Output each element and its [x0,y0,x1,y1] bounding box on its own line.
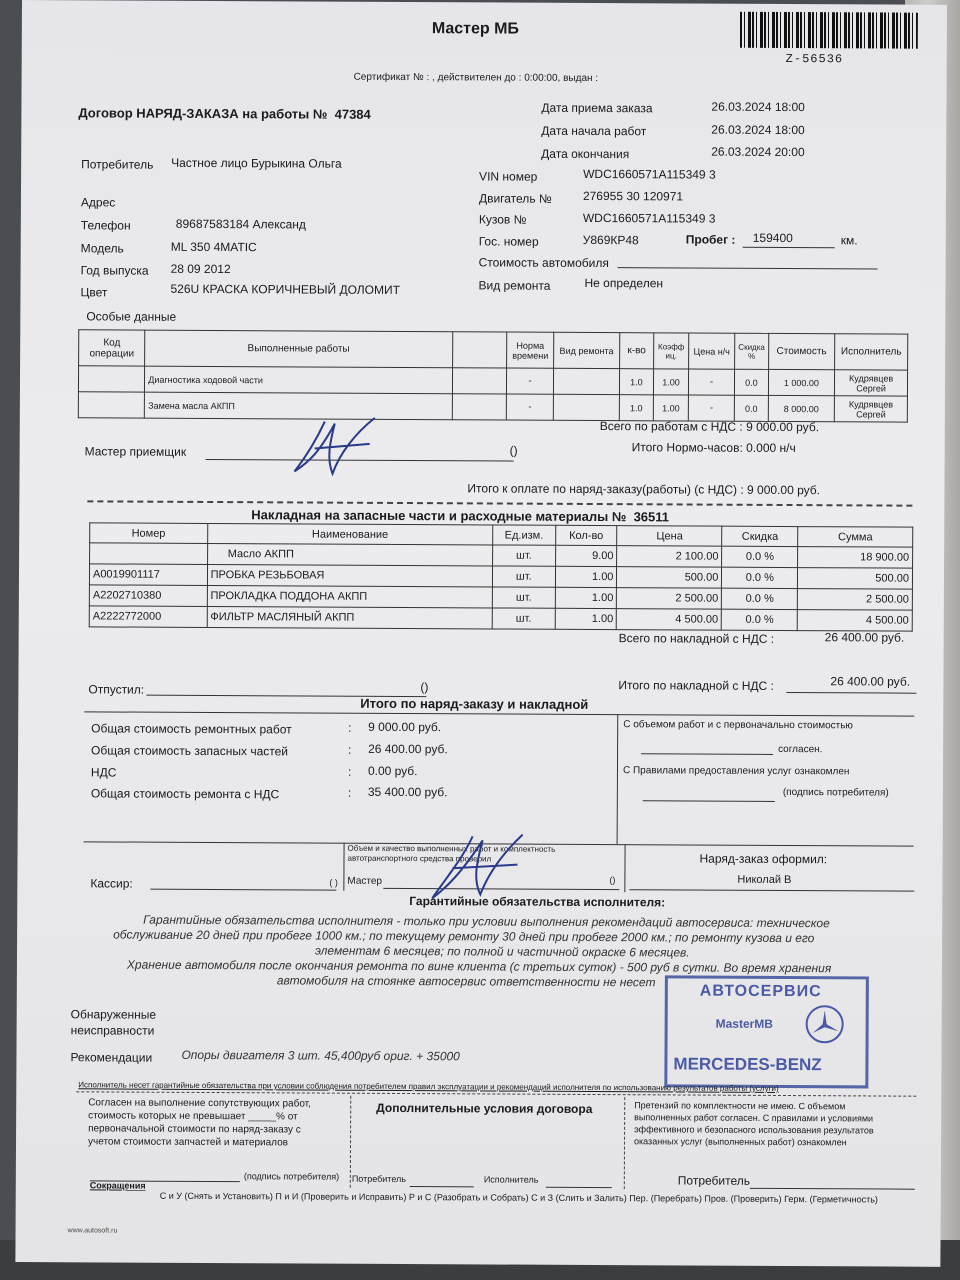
warranty-line-2: обслуживание 20 дней при пробеге 1000 км.; по текущему ремонту 30 дней при пробеге 2000 км.; по ремонту кузова и его [113,927,815,946]
works-cell: - [507,368,554,394]
works-total-vat: Всего по работам с НДС : 9 000.00 руб. [599,419,820,435]
works-norm-hours: Итого Нормо-часов: 0.000 н/ч [631,440,796,456]
works-header-discount: Скидка % [735,333,769,369]
defects-label-2: неисправности [70,1023,155,1038]
parts-header-number: Номер [90,523,208,544]
plate-value: У869КР48 [582,232,639,248]
released-paren: () [420,680,429,695]
parts-cell: 9.00 [555,545,617,566]
mileage-underline [743,247,835,248]
company-title: Мастер МБ [431,20,520,38]
model-value: ML 350 4MATIC [170,239,257,255]
footer-left-line-1: Согласен на выполнение сопутствующих работ, [88,1097,311,1110]
vin-value: WDC1660571A115349 3 [583,166,716,182]
parts-cell: 1.00 [555,566,617,587]
car-cost-label: Стоимость автомобиля [478,255,609,271]
parts-cell: A2202710380 [89,585,207,607]
works-cell: 1 000.00 [768,369,835,395]
works-cell [78,366,144,392]
summary-top-rule [84,711,914,716]
parts-cell: 2 500.00 [617,588,722,610]
works-cell [553,368,619,394]
parts-grand-line [786,692,916,694]
parts-header-discount: Скидка [722,526,798,546]
parts-cell: 18 900.00 [798,547,913,569]
parts-cell: 4 500.00 [798,610,913,632]
works-cell: 0.0 [734,395,768,421]
parts-cell: 500.00 [798,568,913,590]
agree-rules-tail: (подпись потребителя) [782,786,889,799]
mileage-value: 159400 [752,230,793,246]
parts-cell: 500.00 [617,567,722,589]
cashier-line [150,889,336,891]
cashier-paren: ( ) [329,877,338,888]
parts-cell: шт. [492,587,555,608]
parts-header-name: Наименование [207,523,493,544]
summary-label: Общая стоимость запасных частей [91,743,289,759]
model-label: Модель [80,241,124,256]
plate-label: Гос. номер [478,234,539,249]
end-date-value: 26.03.2024 20:00 [711,144,805,160]
agree-rules-line [643,800,775,802]
abbreviations-text: С и У (Снять и Установить) П и И (Проверить и Исправить) Р и С (Разобрать и Собрать) С и З (Слить и Залить) Пер. (Перебрать) Пров. (Проверить) Герм. (Герметичность) [159,1190,878,1205]
parts-cell: 2 100.00 [617,546,722,568]
footer-right-consumer-label: Потребитель [677,1173,751,1188]
footer-right-line-1: Претензий по комплектности не имею. С объемом [634,1100,846,1112]
parts-cell: ФИЛЬТР МАСЛЯНЫЙ АКПП [207,606,493,628]
sign-divider-right [624,844,625,892]
quality-note: Объем и качество выполненных работ и комплектность автотранспортного средства проверил [347,843,556,864]
parts-cell: 0.0 % [722,546,798,567]
summary-title: Итого по наряд-заказу и накладной [360,695,589,712]
works-cell: Замена масла АКПП [145,392,452,420]
summary-value: 26 400.00 руб. [368,741,448,757]
warranty-line-4: Хранение автомобиля после окончания ремонта по вине клиента (с третьих суток) - 500 руб в сутки. Во время хранения [126,957,832,976]
master-receiver-label: Мастер приемщик [84,444,187,459]
defects-label-1: Обнаруженные [70,1007,157,1022]
works-cell: 1.0 [619,395,653,421]
footer-left-line-4: учетом стоимости запчастей и материалов [87,1136,289,1149]
barcode [740,12,918,49]
works-cell [452,368,507,394]
works-cell: 1.00 [653,395,688,421]
works-cell: 1.00 [654,369,689,395]
released-label: Отпустил: [88,682,145,697]
phone-label: Телефон [80,218,131,233]
footer-executor-line [546,1187,612,1188]
summary-colon: : [347,764,352,779]
summary-divider [617,714,619,844]
parts-cell: A2222772000 [89,606,207,628]
parts-header-sum: Сумма [798,527,913,548]
parts-cell: 1.00 [555,608,617,629]
works-cell: 0.0 [735,369,769,395]
warranty-title: Гарантийные обязательства исполнителя: [409,894,666,910]
body-value: WDC1660571A115349 3 [582,210,716,226]
parts-cell: шт. [492,608,555,629]
footer-dashed-rule [76,1091,916,1096]
stamp-top-text: АВТОСЕРВИС [699,982,822,1001]
works-cell: - [688,369,734,395]
parts-cell: 1.00 [555,587,617,608]
phone-value: 89687583184 Александ [175,216,306,232]
issued-by-line [629,889,914,891]
body-label: Кузов № [478,212,527,227]
master-sign-label: Мастер [347,875,383,887]
footer-right-line-2: выполненных работ согласен. С правилами и условиями [634,1112,874,1124]
summary-colon: : [347,785,352,800]
special-data-label: Особые данные [86,309,177,324]
footer-rule-text: Исполнитель несет гарантийные обязательства при условии соблюдения потребителем правил эксплуатации и рекомендаций исполнителя по использованию результатов работы (услуги) [78,1080,779,1093]
parts-row [89,606,912,631]
parts-header-price: Цена [617,526,722,547]
summary-value: 0.00 руб. [367,763,418,779]
footer-divider-right [624,1097,625,1189]
parts-cell: 0.0 % [722,588,798,609]
footer-left-sign-caption: (подпись потребителя) [243,1171,340,1182]
parts-cell: Масло АКПП [207,543,493,565]
parts-cell: шт. [493,566,556,587]
summary-label: Общая стоимость ремонтных работ [91,721,292,737]
start-date-value: 26.03.2024 18:00 [711,122,805,138]
car-cost-underline [618,267,878,269]
accept-date-label: Дата приема заказа [541,100,653,116]
works-header-name: Выполненные работы [145,330,452,368]
works-header-type: Вид ремонта [554,332,620,368]
accept-date-value: 26.03.2024 18:00 [711,99,805,115]
color-value: 526U КРАСКА КОРИЧНЕВЫЙ ДОЛОМИТ [170,281,401,297]
works-header-price: Цена н/ч [689,333,735,369]
repair-type-value: Не определен [584,275,664,291]
summary-label: Общая стоимость ремонта с НДС [90,786,280,802]
agree-volume-text: С объемом работ и с первоначально стоимостью [623,719,853,732]
parts-title: Накладная на запасные части и расходные материалы № 36511 [251,507,670,525]
parts-grand-value: 26 400.00 руб. [830,674,911,689]
footer-right-line-3: эффективного и безопасного использования результатов [634,1124,874,1136]
works-cell: 1.0 [619,369,653,395]
address-label: Адрес [80,195,116,210]
master-signature [284,413,394,484]
works-header-cost: Стоимость [768,333,835,369]
parts-cell: A0019901117 [89,564,207,586]
mileage-label: Пробег : [685,232,736,247]
parts-cell: 4 500.00 [617,609,722,631]
vin-label: VIN номер [479,169,538,184]
agree-volume-line [641,753,773,755]
warranty-line-1: Гарантийные обязательства исполнителя - только при условии выполнения рекомендаций автосервиса: техническое [143,912,830,931]
document-page [15,0,947,1267]
start-date-label: Дата начала работ [541,123,647,139]
parts-cell: ПРОБКА РЕЗЬБОВАЯ [207,564,493,586]
certificate-line: Сертификат № : , действителен до : 0:00:00, выдан : [353,71,599,85]
works-row [78,392,907,422]
parts-grand-label: Итого по накладной с НДС : [618,678,774,693]
summary-value: 35 400.00 руб. [367,784,448,800]
parts-cell: 0.0 % [722,567,798,588]
works-cell: Кудрявцев Сергей [835,370,908,396]
year-label: Год выпуска [80,263,149,278]
summary-colon: : [348,720,352,735]
works-header-norm: Норма времени [507,332,554,368]
star-logo-icon [806,1005,844,1043]
engine-value: 276955 30 120971 [582,188,684,204]
contract-title: Договор НАРЯД-ЗАКАЗА на работы № 47384 [78,105,371,122]
parts-header-unit: Ед.изм. [493,525,556,545]
parts-total-value: 26 400.00 руб. [824,630,905,645]
site-url: www.autosoft.ru [67,1227,118,1235]
works-cell [78,392,144,418]
works-cell: 8 000.00 [768,395,835,421]
footer-left-line-3: первоначальной стоимости по наряд-заказу с [88,1123,301,1136]
issued-by-value: Николай В [737,873,792,887]
warranty-line-3: элементам 6 месяцев; по полной и частичной окраске 6 месяцев. [314,943,690,960]
doc-code: Z-56536 [785,51,844,67]
works-cell: - [507,394,554,420]
footer-right-consumer-line [750,1188,915,1190]
agree-rules-text: С Правилами предоставления услуг ознакомлен [622,765,850,778]
warranty-line-5: автомобиля на стоянке автосервис ответственности не несет [276,973,656,990]
works-cell: - [688,395,734,421]
works-header-code: Код операции [79,330,145,366]
repair-type-label: Вид ремонта [478,278,551,293]
mileage-unit: км. [840,233,858,248]
recommendations-label: Рекомендации [70,1050,153,1065]
consumer-value: Частное лицо Бурыкина Ольга [171,155,342,171]
works-header-blank [452,332,507,368]
parts-table [89,522,914,631]
color-label: Цвет [80,285,108,300]
stamp-middle-text: MasterMB [715,1016,774,1031]
summary-value: 9 000.00 руб. [368,719,442,735]
footer-right-line-4: оказанных услуг (выполненных работ) ознакомлен [634,1136,847,1148]
parts-header-qty: Кол-во [555,525,617,545]
works-header-coef: Коэфф иц. [654,333,689,369]
master-sign-paren: () [609,875,616,886]
parts-total-label: Всего по накладной с НДС : [618,631,775,646]
works-cell: Диагностика ходовой части [145,366,452,394]
works-cell [553,394,619,420]
parts-cell [90,543,208,565]
footer-executor-label: Исполнитель [483,1174,539,1185]
works-table [78,329,908,422]
engine-label: Двигатель № [478,191,552,206]
agree-volume-tail: согласен. [778,743,823,756]
master-receiver-paren: () [509,443,518,458]
works-cell: Кудрявцев Сергей [834,396,907,422]
footer-consumer-label: Потребитель [351,1173,407,1185]
parts-cell: шт. [493,545,556,566]
works-header-qty: к-во [619,333,653,369]
footer-consumer-line [410,1186,474,1187]
works-header-executor: Исполнитель [835,334,908,370]
section-divider [87,500,912,506]
consumer-label: Потребитель [81,157,154,172]
sign-divider-left [343,843,344,891]
year-value: 28 09 2012 [170,261,231,277]
additional-terms-title: Дополнительные условия договора [376,1100,593,1117]
abbreviations-label: Сокращения [89,1180,146,1191]
summary-colon: : [348,742,352,757]
summary-label: НДС [90,765,117,780]
recommendations-value: Опоры двигателя 3 шт. 45,400руб ориг. + 35000 [181,1047,460,1064]
company-stamp [664,975,869,1088]
parts-cell: 0.0 % [722,609,798,630]
parts-cell: 2 500.00 [798,589,913,611]
works-cell [452,394,507,420]
works-total-pay: Итого к оплате по наряд-заказу(работы) (с НДС) : 9 000.00 руб. [467,481,821,498]
issued-by-label: Наряд-заказ оформил: [699,851,828,867]
stamp-bottom-text: MERCEDES-BENZ [673,1054,822,1075]
parts-cell: ПРОКЛАДКА ПОДДОНА АКПП [207,585,493,607]
end-date-label: Дата окончания [541,146,630,162]
cashier-label: Кассир: [90,876,133,891]
footer-left-line-2: стоимость которых не превышает _____% от [88,1110,298,1123]
